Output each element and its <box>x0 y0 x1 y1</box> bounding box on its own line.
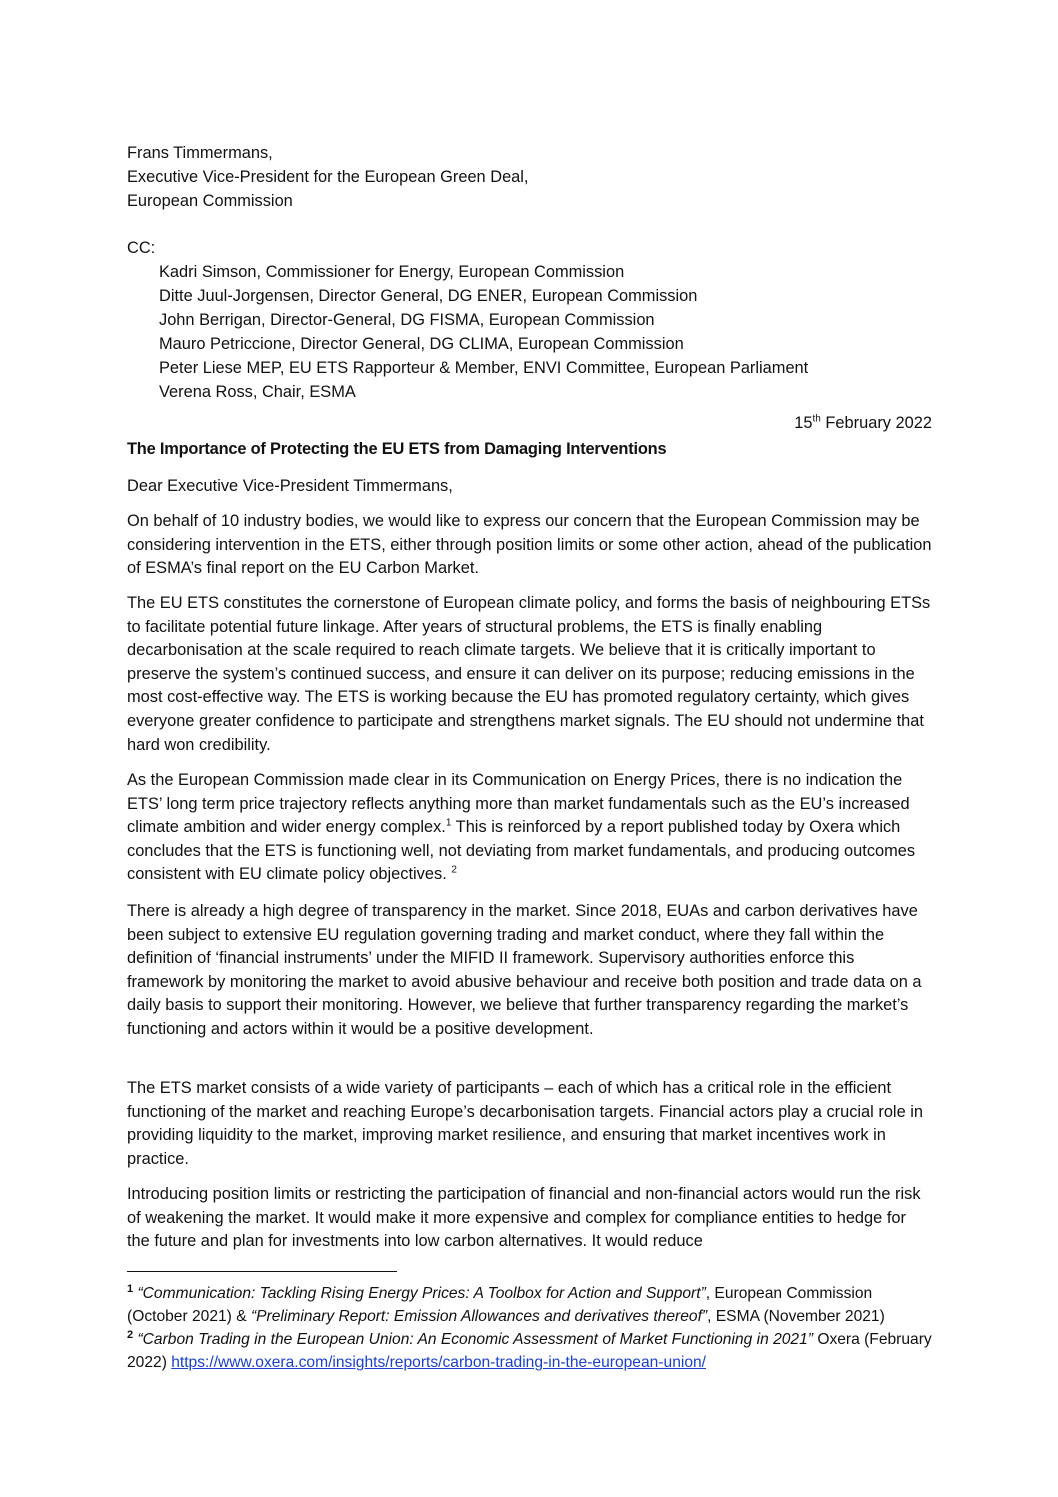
footnotes <box>127 1282 932 1374</box>
paragraph-2: The EU ETS constitutes the cornerstone of European climate policy, and forms the basis of neighbouring ETSs to facilitate potential future linkage. After years of structural problems, the ETS is finally enabling decarbonisation at the scale required to reach climate targets. We believe that it is critically important to preserve the system’s continued success, and ensure it can deliver on its purpose; reducing emissions in the most cost-effective way. The ETS is working because the EU has promoted regulatory certainty, which gives everyone greater confidence to participate and strengthens market signals. The EU should not undermine that hard won credibility. <box>127 594 931 754</box>
cc-recipient: Mauro Petriccione, Director General, DG CLIMA, European Commission <box>159 335 684 353</box>
oxera-report-link[interactable]: https://www.oxera.com/insights/reports/carbon-trading-in-the-european-union/ <box>171 1354 707 1371</box>
footnote-2: $^2$ “Carbon Trading in the European Union: An Economic Assessment of Market Functioning in 2021” Oxera (February 2022) https://www.oxera.com/insights/reports/carbon-trading-in-the-european-union/ <box>127 1328 932 1371</box>
addressee-name: Frans Timmermans, <box>127 144 273 162</box>
footnote-ref-1[interactable]: 1 <box>445 817 452 829</box>
footnote-ref-2[interactable]: 2 <box>451 864 457 876</box>
cc-recipient: Verena Ross, Chair, ESMA <box>159 383 356 401</box>
paragraph-6: Introducing position limits or restricting the participation of financial and non-financial actors would run the risk of weakening the market. It would make it more expensive and complex for compliance entities to hedge for the future and plan for investments into low carbon alternatives. It would reduce <box>127 1185 921 1251</box>
addressee-organisation: European Commission <box>127 192 293 210</box>
paragraph-4: There is already a high degree of transparency in the market. Since 2018, EUAs and carbon derivatives have been subject to extensive EU regulation governing trading and market conduct, where they fall within the definition of ‘financial instruments’ under the MIFID II framework. Supervisory authorities enforce this framework by monitoring the market to avoid abusive behaviour and receive both position and trade data on a daily basis to support their monitoring. However, we believe that further transparency regarding the market’s functioning and actors within it would be a positive development. <box>127 902 922 1038</box>
cc-block <box>127 236 932 404</box>
addressee-title: Executive Vice-President for the European Green Deal, <box>127 168 529 186</box>
paragraph-5: The ETS market consists of a wide variety of participants – each of which has a critical role in the efficient functioning of the market and reaching Europe’s decarbonisation targets. Financial actors play a crucial role in providing liquidity to the market, improving market resilience, and ensuring that market incentives work in practice. <box>127 1079 924 1168</box>
cc-recipient: John Berrigan, Director-General, DG FISMA, European Commission <box>159 311 655 329</box>
footnote-1: $^1$ “Communication: Tackling Rising Energy Prices: A Toolbox for Action and Support”, European Commission (October 2021) & “Preliminary Report: Emission Allowances and derivatives thereof”, ESMA (November 2021) <box>127 1282 885 1325</box>
cc-recipient: Peter Liese MEP, EU ETS Rapporteur & Member, ENVI Committee, European Parliament <box>159 359 809 377</box>
paragraph-1: On behalf of 10 industry bodies, we would like to express our concern that the European Commission may be considering intervention in the ETS, either through position limits or some other action, ahead of the publication of ESMA’s final report on the EU Carbon Market. <box>127 512 932 578</box>
cc-recipient: Ditte Juul-Jorgensen, Director General, DG ENER, European Commission <box>159 287 698 305</box>
letter-subject: The Importance of Protecting the EU ETS from Damaging Interventions <box>127 440 667 458</box>
salutation: Dear Executive Vice-President Timmermans, <box>127 477 453 495</box>
letter-date: 15th February 2022 <box>794 413 932 432</box>
cc-label: CC: <box>127 239 156 257</box>
footnote-divider <box>127 1271 397 1272</box>
cc-recipient: Kadri Simson, Commissioner for Energy, European Commission <box>159 263 625 281</box>
addressee-block <box>127 141 932 213</box>
paragraph-3: As the European Commission made clear in its Communication on Energy Prices, there is no indication the ETS’ long term price trajectory reflects anything more than market fundamentals such as the EU’s increased climate ambition and wider energy complex.$^1$ This is reinforced by a report published today by Oxera which concludes that the ETS is functioning well, not deviating from market fundamentals, and producing outcomes consistent with EU climate policy objectives. $^2$ <box>127 771 916 884</box>
